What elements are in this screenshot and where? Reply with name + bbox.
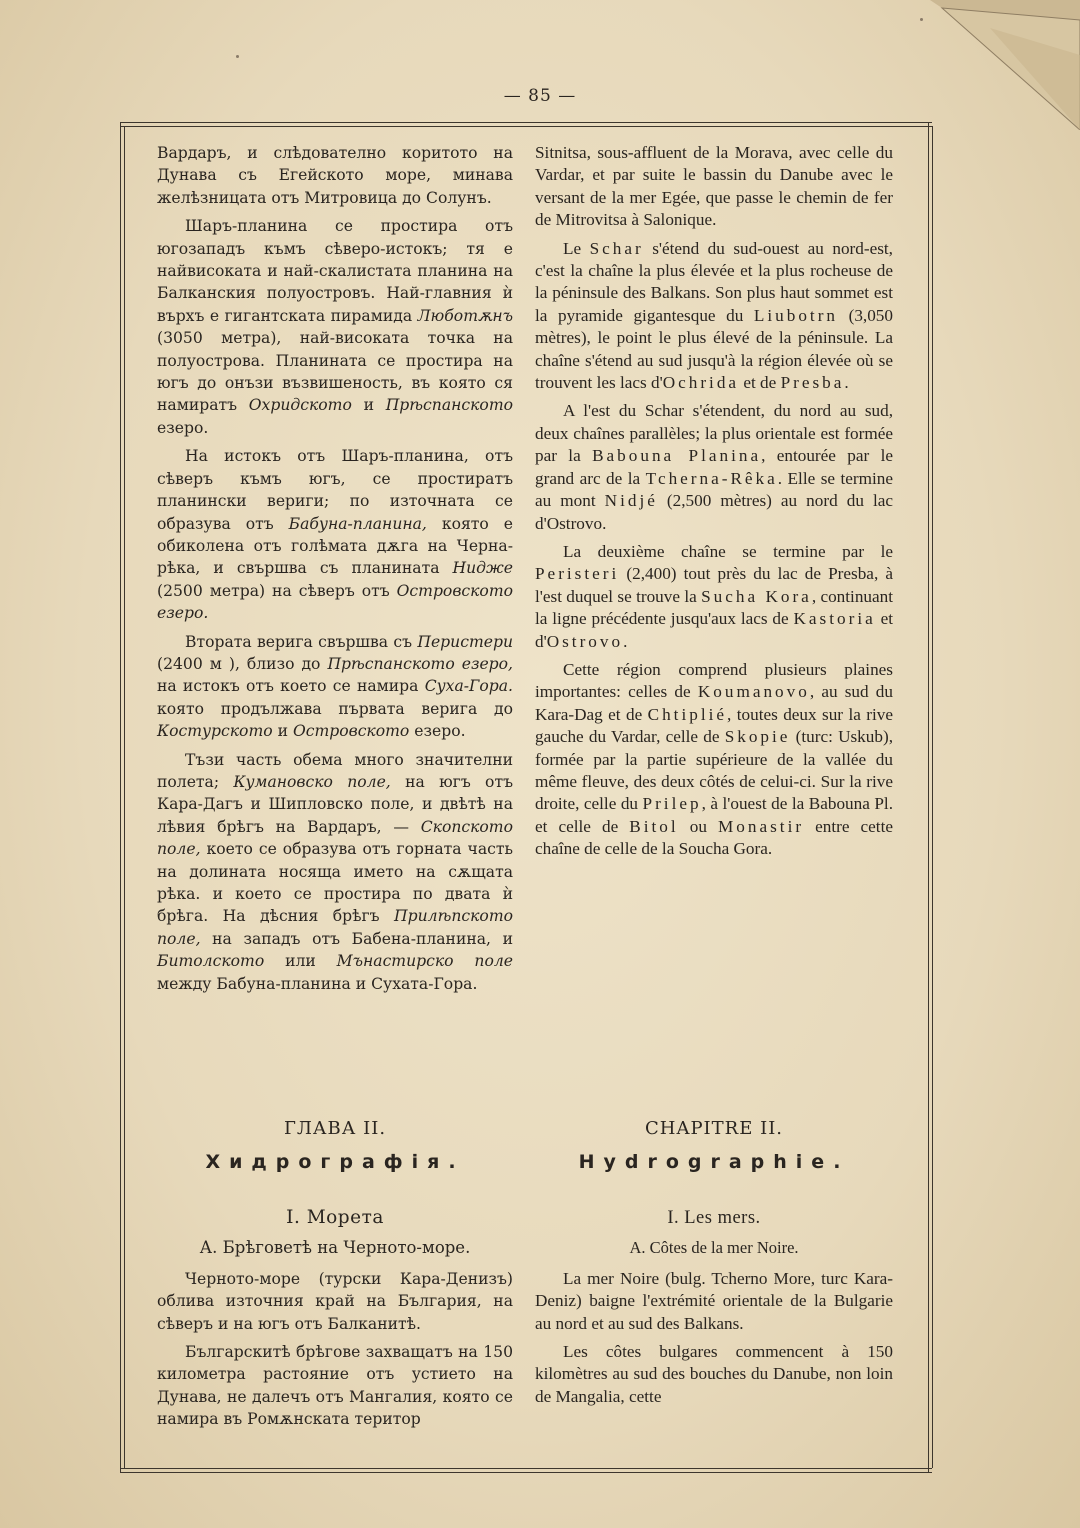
frame-right-rule [928, 122, 929, 1472]
folded-corner [930, 0, 1080, 130]
fr-section-heading: I. Les mers. [667, 1208, 761, 1228]
fr-paragraph-1: Sitnitsa, sous-affluent de la Morava, avec celle du Vardar, et par suite le bassin du Danube avec le versant de la mer Egée, que passe le chemin de fer de Mitrovitsa à Salonique. [535, 143, 893, 230]
bg-paragraph-4: Втората верига свършва съ Перистери (2400 м ), близо до Прѣспанското езеро, на истокъ отъ което се намира Суха-Гора. която продължава първата верига до Костурското и Островското езеро. [157, 632, 514, 741]
frame-top-rule-inner [120, 126, 932, 127]
fr-section-paragraph-1: La mer Noire (bulg. Tcherno More, turc Kara-Deniz) baigne l'extrémité orientale de la Bulgarie au nord et au sud des Balkans. [535, 1268, 893, 1333]
french-chapter-heading [535, 1118, 893, 1173]
fr-chapter-label: CHAPITRE II. [644, 1118, 784, 1139]
bg-chapter-title: Хидрографія. [205, 1151, 465, 1173]
french-column [535, 142, 893, 867]
fr-paragraph-3: A l'est du Schar s'étendent, du nord au sud, deux chaînes parallèles; la plus orientale est formée par la Babouna Planina, entourée par le grand arc de la Tcherna-Rêka. Elle se termine au mont Nidjé (2,500 mètres) au nord du lac d'Ostrovo. [535, 401, 893, 533]
bg-section-paragraph-2: Българскитѣ брѣгове захващатъ на 150 километра растояние отъ устието на Дунава, не далечъ отъ Мангалия, която се намира въ Ромѫнската територ [157, 1343, 513, 1429]
fr-section-subheading: A. Côtes de la mer Noire. [629, 1238, 799, 1258]
fr-paragraph-2: Le Schar s'étend du sud-ouest au nord-est, c'est la chaîne la plus élevée et la plus rocheuse de la péninsule des Balkans. Son plus haut sommet est la pyramide gigantesque du Liubotrn (3,050 mètres), le point le plus élevé de la péninsule. La chaîne s'étend au sud jusqu'à la région élevée où se trouvent les lacs d'Ochrida et de Presba. [535, 238, 893, 393]
bg-paragraph-1: Вардаръ, и слѣдователно коритото на Дунава съ Егейското море, минава желѣзницата отъ Митровица до Солунъ. [157, 144, 513, 207]
page-number: — 85 — [503, 86, 577, 106]
frame-left-rule [120, 122, 121, 1472]
bg-section-heading: I. Морета [286, 1207, 384, 1228]
bg-section-paragraph-1: Черното-море (турски Кара-Денизъ) облива източния край на България, на сѣверъ и на югъ отъ Балканитѣ. [157, 1269, 513, 1333]
frame-bottom-rule [120, 1468, 932, 1469]
frame-bottom-rule-inner [120, 1472, 932, 1473]
frame-right-rule-inner [932, 126, 933, 1468]
fr-paragraph-5: Cette région comprend plusieurs plaines importantes: celles de Koumanovo, au sud du Kara-Dag et de Chtiplié, toutes deux sur la rive gauche du Vardar, celle de Skopie (turc: Uskub), formée par la partie supérieure de la vallée du même fleuve, des deux côtés de celui-ci. Sur la rive droite, celle du Prilep, à l'ouest de la Babouna Pl. et celle de Bitol ou Monastir entre cette chaîne de celle de la Soucha Gora. [535, 659, 893, 859]
print-speck [920, 18, 923, 21]
bulgarian-chapter-heading [157, 1118, 513, 1173]
bulgarian-section [157, 1207, 513, 1437]
fr-chapter-title: Hydrographie. [578, 1151, 850, 1173]
bg-chapter-label: ГЛАВА II. [283, 1118, 387, 1139]
bg-section-subheading: А. Брѣговетѣ на Черното-море. [199, 1238, 471, 1258]
bulgarian-column [157, 142, 513, 1001]
frame-top-rule [120, 122, 932, 123]
frame-left-rule-inner [124, 126, 125, 1468]
french-section [535, 1207, 893, 1414]
fr-paragraph-4: La deuxième chaîne se termine par le Peristeri (2,400) tout près du lac de Presba, à l'est duquel se trouve la Sucha Kora, continuant la ligne précédente jusqu'aux lacs de Kastoria et d'Ostrovo. [535, 541, 894, 651]
bg-paragraph-3: На истокъ отъ Шаръ-планина, отъ сѣверъ къмъ югъ, се простиратъ планински вериги; по източната се образува отъ Бабуна-планина, която е обиколена отъ голѣмата дѫга на Черна-рѣка, и свършва съ планината Нидже (2500 метра) на сѣверъ отъ Островското езеро. [157, 447, 513, 623]
bg-paragraph-5: Тъзи часть обема много значителни полета; Кумановско поле, на югъ отъ Кара-Дагъ и Шипловско поле, и двѣтѣ на лѣвия брѣгъ на Вардаръ, — Скопското поле, което се образува отъ горната часть на долината носяща името на сѫщата рѣка. и което се простира по двата ѝ брѣга. На дѣсния брѣгъ Прилѣпското поле, на западъ отъ Бабена-планина, и Битолското или Мънастирско поле между Бабуна-планина и Сухата-Гора. [157, 750, 513, 993]
fr-section-paragraph-2: Les côtes bulgares commencent à 150 kilomètres au sud des bouches du Danube, non loin de Mangalia, cette [535, 1342, 893, 1406]
bg-paragraph-2: Шаръ-планина се простира отъ югозападъ къмъ сѣверо-истокъ; тя е найвисоката и най-скалистата планина на Балканския полуостровъ. Най-главния ѝ върхъ е гигантската пирамида Люботѫнъ (3050 метра), най-високата точка на полуострова. Планината се простира на югъ до онъзи възвишеность, въ която ся намиратъ Охридското и Прѣспанското езеро. [157, 217, 513, 437]
print-speck [236, 55, 239, 58]
